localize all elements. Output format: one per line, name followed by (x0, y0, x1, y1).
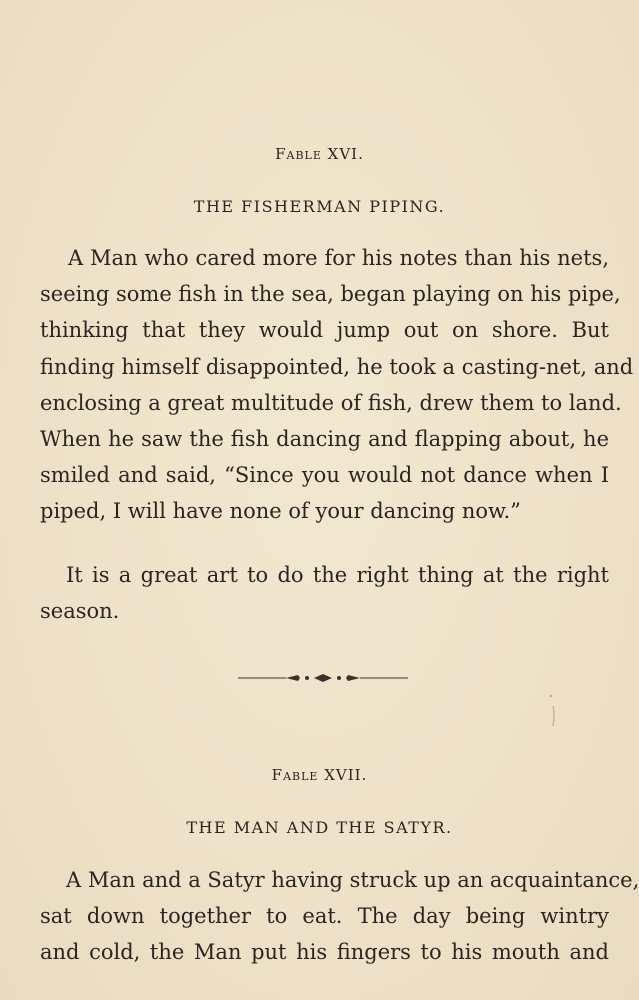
text-line: smiled and said, “Since you would not dance when I (40, 463, 609, 488)
text-line: season. (40, 599, 120, 624)
text-line: sat down together to eat. The day being wintry (40, 904, 609, 929)
fable-moral-paragraph (40, 557, 609, 629)
fable-body-paragraph (40, 240, 634, 530)
text-line: and cold, the Man put his fingers to his mouth and (40, 940, 609, 965)
text-line: enclosing a great multitude of fish, drew them to land. (40, 390, 622, 415)
paper-speck-mark (548, 692, 556, 728)
fable-title: THE MAN AND THE SATYR. (186, 818, 453, 837)
text-line: A Man who cared more for his notes than his nets, (68, 246, 609, 270)
text-line: thinking that they would jump out on shore. But (40, 318, 609, 343)
fable-body-paragraph (40, 862, 639, 971)
fable-title: THE FISHERMAN PIPING. (193, 197, 446, 216)
text-line: A Man and a Satyr having struck up an acquaintance, (66, 868, 639, 892)
text-line: When he saw the fish dancing and flapping about, he (40, 427, 609, 452)
text-line: It is a great art to do the right thing at the right (66, 563, 609, 587)
text-line: seeing some fish in the sea, began playing on his pipe, (40, 282, 621, 307)
text-line: piped, I will have none of your dancing now.” (40, 499, 521, 524)
fable-number-label: Fable XVI. (275, 145, 364, 163)
fable-number-label: Fable XVII. (271, 766, 368, 784)
text-line: finding himself disappointed, he took a casting-net, and (40, 354, 634, 379)
ornamental-divider (238, 670, 408, 686)
